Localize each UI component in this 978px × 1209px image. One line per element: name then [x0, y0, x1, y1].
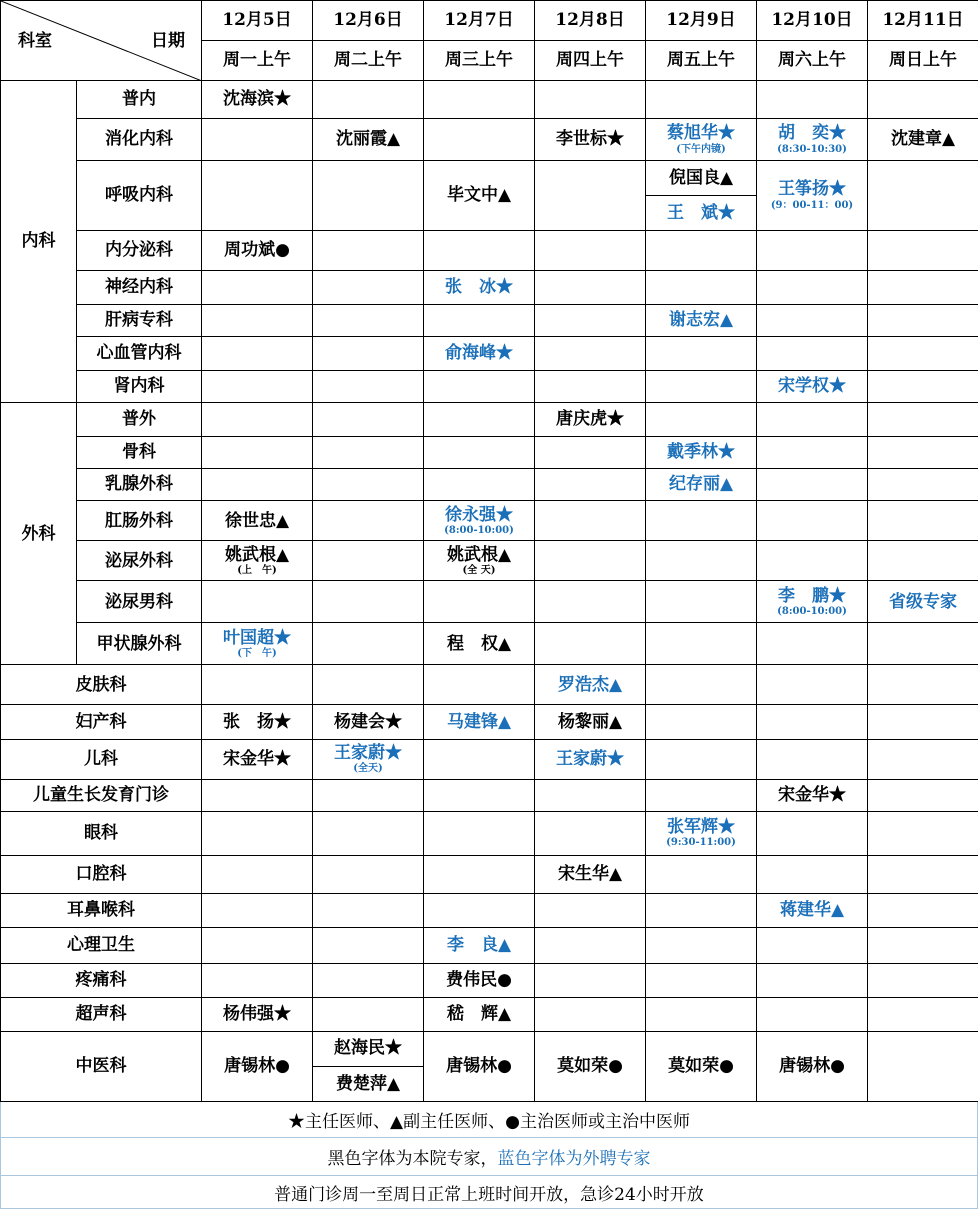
doctor-name: 倪国良▲ [668, 167, 734, 188]
table-row [1, 705, 978, 739]
schedule-cell [868, 437, 978, 469]
black-note-text: 黑色字体为本院专家， [327, 1149, 498, 1169]
color-note-footer [0, 1138, 978, 1176]
weekday-header: 周一上午 [202, 41, 313, 81]
hours-footer [0, 1176, 978, 1209]
schedule-cell: 宋金华★ [202, 739, 313, 779]
schedule-cell [646, 665, 757, 705]
schedule-cell [313, 501, 424, 541]
schedule-cell [535, 271, 646, 305]
schedule-cell [313, 371, 424, 403]
schedule-cell [646, 337, 757, 371]
schedule-cell: 俞海峰★ [424, 337, 535, 371]
schedule-cell [424, 893, 535, 927]
table-row [1, 893, 978, 927]
table-row [1, 161, 978, 231]
schedule-cell: 宋生华▲ [535, 855, 646, 893]
schedule-cell [646, 501, 757, 541]
schedule-cell [202, 541, 313, 581]
schedule-cell [313, 581, 424, 623]
schedule-cell [757, 705, 868, 739]
schedule-cell [646, 403, 757, 437]
schedule-cell [646, 119, 757, 161]
schedule-cell [202, 337, 313, 371]
schedule-cell: 杨建会★ [313, 705, 424, 739]
schedule-cell: 莫如荣● [535, 1031, 646, 1101]
dept-name: 神经内科 [77, 271, 202, 305]
schedule-cell: 李世标★ [535, 119, 646, 161]
schedule-cell [757, 231, 868, 271]
schedule-cell [535, 501, 646, 541]
schedule-cell [535, 371, 646, 403]
table-row [1, 501, 978, 541]
schedule-cell [646, 779, 757, 811]
schedule-cell [313, 811, 424, 855]
schedule-cell [868, 779, 978, 811]
schedule-cell [646, 623, 757, 665]
schedule-cell [868, 371, 978, 403]
group-internal-medicine: 内科 [1, 81, 77, 403]
table-row [1, 437, 978, 469]
schedule-cell [757, 501, 868, 541]
schedule-cell [424, 779, 535, 811]
schedule-cell: 徐世忠▲ [202, 501, 313, 541]
schedule-cell [424, 581, 535, 623]
schedule-cell: 纪存丽▲ [646, 469, 757, 501]
schedule-cell [868, 81, 978, 119]
schedule-cell [646, 81, 757, 119]
time-note: (全 天) [462, 565, 496, 577]
schedule-cell [868, 231, 978, 271]
table-row [1, 541, 978, 581]
schedule-cell [424, 501, 535, 541]
schedule-cell [757, 665, 868, 705]
schedule-cell [313, 739, 424, 779]
schedule-cell [535, 927, 646, 963]
time-note: (全天) [353, 763, 383, 775]
dept-name: 普内 [77, 81, 202, 119]
schedule-cell: 张 冰★ [424, 271, 535, 305]
table-row [1, 81, 978, 119]
schedule-cell: 杨伟强★ [202, 997, 313, 1031]
dept-name: 儿童生长发育门诊 [1, 779, 202, 811]
legend-text: ★主任医师、▲副主任医师、●主治医师或主治中医师 [288, 1112, 690, 1132]
table-row [1, 855, 978, 893]
schedule-cell: 唐庆虎★ [535, 403, 646, 437]
schedule-cell [202, 623, 313, 665]
schedule-cell [757, 811, 868, 855]
schedule-cell [424, 371, 535, 403]
table-row [1, 623, 978, 665]
table-row [1, 779, 978, 811]
date-header: 12月7日 [424, 1, 535, 41]
schedule-cell [757, 469, 868, 501]
schedule-cell [313, 665, 424, 705]
schedule-cell: 谢志宏▲ [646, 305, 757, 337]
schedule-cell [757, 337, 868, 371]
schedule-cell [757, 271, 868, 305]
schedule-cell [202, 305, 313, 337]
dept-name: 中医科 [1, 1031, 202, 1101]
schedule-cell [313, 305, 424, 337]
dept-name: 口腔科 [1, 855, 202, 893]
schedule-cell [868, 1031, 978, 1101]
schedule-cell: 沈丽霞▲ [313, 119, 424, 161]
schedule-cell [646, 739, 757, 779]
dept-name: 心血管内科 [77, 337, 202, 371]
dept-name: 普外 [77, 403, 202, 437]
schedule-cell [646, 811, 757, 855]
schedule-cell [313, 403, 424, 437]
schedule-cell [535, 893, 646, 927]
schedule-cell [202, 855, 313, 893]
dept-name: 泌尿外科 [77, 541, 202, 581]
doctor-name: 姚武根▲ [446, 544, 512, 565]
schedule-cell [313, 997, 424, 1031]
schedule-cell [202, 161, 313, 231]
date-header: 12月10日 [757, 1, 868, 41]
weekday-header: 周三上午 [424, 41, 535, 81]
time-note: (8:00-10:00) [777, 606, 847, 618]
schedule-cell [424, 231, 535, 271]
schedule-cell [757, 161, 868, 231]
weekday-header: 周二上午 [313, 41, 424, 81]
date-row [1, 1, 978, 41]
doctor-name: 姚武根▲ [224, 544, 290, 565]
table-row [1, 305, 978, 337]
doctor-name: 李 鹏★ [778, 585, 846, 606]
schedule-cell [868, 271, 978, 305]
blue-note-text: 蓝色字体为外聘专家 [497, 1149, 651, 1169]
table-row [1, 371, 978, 403]
schedule-cell [424, 469, 535, 501]
schedule-cell [424, 811, 535, 855]
schedule-cell [313, 161, 424, 231]
table-row [1, 963, 978, 997]
dept-name: 消化内科 [77, 119, 202, 161]
schedule-cell [868, 623, 978, 665]
schedule-cell [868, 927, 978, 963]
schedule-cell: 宋金华★ [757, 779, 868, 811]
doctor-name: 王筝扬★ [778, 179, 846, 200]
table-row [1, 811, 978, 855]
schedule-cell [535, 963, 646, 997]
schedule-cell: 周功斌● [202, 231, 313, 271]
schedule-cell [202, 119, 313, 161]
date-header: 12月11日 [868, 1, 978, 41]
schedule-cell [868, 963, 978, 997]
doctor-name: 赵海民★ [334, 1038, 402, 1059]
table-row [1, 231, 978, 271]
time-note: (下 午) [237, 648, 277, 660]
schedule-cell [202, 581, 313, 623]
schedule-cell [757, 403, 868, 437]
schedule-cell [757, 119, 868, 161]
schedule-cell: 毕文中▲ [424, 161, 535, 231]
schedule-cell [868, 469, 978, 501]
schedule-cell: 马建锋▲ [424, 705, 535, 739]
schedule-cell [868, 739, 978, 779]
schedule-cell [535, 81, 646, 119]
schedule-cell [757, 581, 868, 623]
dept-name: 疼痛科 [1, 963, 202, 997]
schedule-cell [424, 855, 535, 893]
dept-name: 心理卫生 [1, 927, 202, 963]
schedule-cell [646, 963, 757, 997]
split-cell [646, 161, 756, 230]
schedule-cell [313, 1031, 424, 1101]
schedule-cell: 沈海滨★ [202, 81, 313, 119]
schedule-cell [424, 739, 535, 779]
schedule-cell [313, 927, 424, 963]
schedule-cell [757, 927, 868, 963]
schedule-cell [313, 469, 424, 501]
schedule-cell [535, 305, 646, 337]
weekday-header: 周五上午 [646, 41, 757, 81]
schedule-cell: 省级专家 [868, 581, 978, 623]
schedule-cell [535, 541, 646, 581]
doctor-name: 张军辉★ [667, 816, 735, 837]
schedule-cell [646, 231, 757, 271]
corner-date-label: 日期 [151, 31, 185, 51]
schedule-cell [313, 437, 424, 469]
schedule-cell [757, 855, 868, 893]
time-note: (8:00-10:00) [444, 525, 514, 537]
schedule-cell [535, 337, 646, 371]
schedule-cell [202, 665, 313, 705]
doctor-name: 蔡旭华★ [667, 123, 735, 144]
schedule-cell [535, 437, 646, 469]
dept-name: 肾内科 [77, 371, 202, 403]
dept-name: 内分泌科 [77, 231, 202, 271]
schedule-cell [757, 437, 868, 469]
corner-dept-label: 科室 [18, 31, 52, 51]
schedule-cell [424, 437, 535, 469]
schedule-cell [313, 271, 424, 305]
schedule-cell [646, 705, 757, 739]
dept-name: 肛肠外科 [77, 501, 202, 541]
weekday-header: 周日上午 [868, 41, 978, 81]
date-header: 12月8日 [535, 1, 646, 41]
schedule-cell [424, 119, 535, 161]
time-note: (9:30-11:00) [666, 837, 736, 849]
table-row [1, 271, 978, 305]
table-row [1, 469, 978, 501]
dept-name: 耳鼻喉科 [1, 893, 202, 927]
schedule-cell [202, 779, 313, 811]
schedule-cell [424, 305, 535, 337]
dept-name: 乳腺外科 [77, 469, 202, 501]
schedule-cell: 唐锡林● [424, 1031, 535, 1101]
schedule-cell [757, 541, 868, 581]
schedule-cell: 戴季林★ [646, 437, 757, 469]
schedule-cell: 蒋建华▲ [757, 893, 868, 927]
table-row [1, 739, 978, 779]
schedule-cell [757, 739, 868, 779]
schedule-cell [202, 403, 313, 437]
schedule-cell [202, 963, 313, 997]
schedule-cell [424, 81, 535, 119]
schedule-cell [535, 997, 646, 1031]
schedule-cell [202, 437, 313, 469]
schedule-cell [868, 403, 978, 437]
schedule-cell [535, 581, 646, 623]
schedule-cell [646, 581, 757, 623]
hours-text: 普通门诊周一至周日正常上班时间开放，急诊24小时开放 [274, 1184, 704, 1205]
schedule-cell [202, 371, 313, 403]
schedule-cell [868, 811, 978, 855]
table-row [1, 665, 978, 705]
schedule-cell: 罗浩杰▲ [535, 665, 646, 705]
schedule-cell [757, 963, 868, 997]
dept-name: 眼科 [1, 811, 202, 855]
dept-name: 泌尿男科 [77, 581, 202, 623]
schedule-cell [202, 469, 313, 501]
time-note: (8:30-10:30) [777, 143, 847, 155]
group-surgery: 外科 [1, 403, 77, 665]
schedule-cell: 唐锡林● [202, 1031, 313, 1101]
schedule-cell [535, 161, 646, 231]
schedule-cell [313, 541, 424, 581]
schedule-cell [868, 665, 978, 705]
doctor-name: 王家蔚★ [334, 742, 402, 763]
schedule-cell [313, 893, 424, 927]
schedule-cell [646, 927, 757, 963]
schedule-cell [313, 337, 424, 371]
schedule-cell [535, 779, 646, 811]
dept-name: 呼吸内科 [77, 161, 202, 231]
schedule-cell [757, 81, 868, 119]
schedule-cell [424, 665, 535, 705]
schedule-cell: 王家蔚★ [535, 739, 646, 779]
schedule-cell: 唐锡林● [757, 1031, 868, 1101]
schedule-cell [646, 161, 757, 231]
schedule-cell [646, 997, 757, 1031]
schedule-cell [535, 623, 646, 665]
schedule-cell [868, 855, 978, 893]
doctor-name: 叶国超★ [223, 627, 291, 648]
schedule-cell [313, 231, 424, 271]
schedule-cell [646, 855, 757, 893]
table-row [1, 1031, 978, 1101]
schedule-cell [646, 541, 757, 581]
legend-footer [0, 1102, 978, 1138]
schedule-cell [868, 541, 978, 581]
table-row [1, 581, 978, 623]
schedule-cell [646, 271, 757, 305]
dept-name: 骨科 [77, 437, 202, 469]
schedule-cell: 费伟民● [424, 963, 535, 997]
schedule-cell [202, 271, 313, 305]
doctor-name: 王 斌★ [646, 195, 756, 230]
schedule-cell [757, 997, 868, 1031]
schedule-cell: 程 权▲ [424, 623, 535, 665]
schedule-cell [868, 501, 978, 541]
date-header: 12月6日 [313, 1, 424, 41]
dept-name: 超声科 [1, 997, 202, 1031]
schedule-cell [535, 231, 646, 271]
dept-name: 皮肤科 [1, 665, 202, 705]
schedule-cell [313, 963, 424, 997]
schedule-cell: 沈建章▲ [868, 119, 978, 161]
schedule-cell [202, 893, 313, 927]
date-header: 12月9日 [646, 1, 757, 41]
weekday-header: 周四上午 [535, 41, 646, 81]
doctor-name: 徐永强★ [445, 504, 513, 525]
schedule-cell [313, 623, 424, 665]
corner-header [1, 1, 202, 81]
schedule-cell [868, 893, 978, 927]
schedule-cell [868, 705, 978, 739]
time-note: (下午内镜) [676, 143, 726, 155]
table-row [1, 119, 978, 161]
schedule-cell [535, 811, 646, 855]
schedule-cell [868, 161, 978, 231]
schedule-cell [424, 403, 535, 437]
dept-name: 妇产科 [1, 705, 202, 739]
schedule-cell: 杨黎丽▲ [535, 705, 646, 739]
schedule-cell [313, 779, 424, 811]
table-row [1, 927, 978, 963]
schedule-cell [757, 623, 868, 665]
schedule-cell: 嵇 辉▲ [424, 997, 535, 1031]
schedule-cell [646, 893, 757, 927]
time-note: (9：00-11：00) [770, 200, 854, 211]
schedule-cell [424, 541, 535, 581]
doctor-name: 费楚萍▲ [313, 1066, 423, 1101]
dept-name: 肝病专科 [77, 305, 202, 337]
schedule-cell: 李 良▲ [424, 927, 535, 963]
dept-name: 甲状腺外科 [77, 623, 202, 665]
schedule-cell [313, 855, 424, 893]
schedule-cell [868, 997, 978, 1031]
schedule-cell [535, 469, 646, 501]
schedule-cell: 张 扬★ [202, 705, 313, 739]
dept-name: 儿科 [1, 739, 202, 779]
schedule-cell [646, 371, 757, 403]
table-row [1, 997, 978, 1031]
schedule-cell [868, 305, 978, 337]
schedule-cell [868, 337, 978, 371]
split-cell [313, 1032, 423, 1101]
schedule-cell [757, 305, 868, 337]
doctor-name: 胡 奕★ [778, 123, 846, 144]
table-row [1, 337, 978, 371]
time-note: (上 午) [237, 565, 277, 577]
table-row [1, 403, 978, 437]
schedule-cell [313, 81, 424, 119]
schedule-cell: 莫如荣● [646, 1031, 757, 1101]
schedule-cell [202, 927, 313, 963]
schedule-cell: 宋学权★ [757, 371, 868, 403]
date-header: 12月5日 [202, 1, 313, 41]
weekday-header: 周六上午 [757, 41, 868, 81]
schedule-cell [202, 811, 313, 855]
